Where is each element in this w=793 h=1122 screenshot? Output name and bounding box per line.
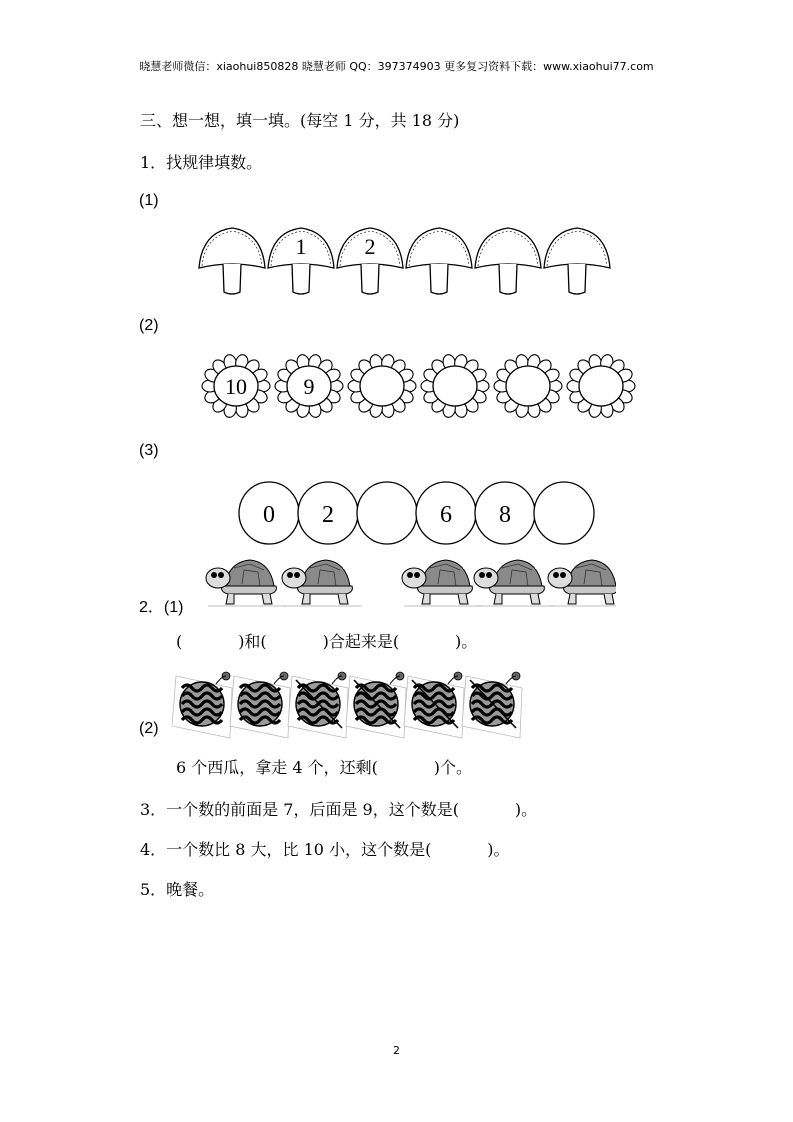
flower-number: 10 bbox=[225, 374, 247, 399]
flower-icon bbox=[494, 353, 562, 418]
q2-p1-label: 2．(1) bbox=[139, 599, 184, 616]
oval-shape bbox=[357, 482, 417, 544]
oval-number: 6 bbox=[440, 502, 452, 528]
turtle-row bbox=[204, 556, 616, 608]
flower-icon bbox=[421, 353, 489, 418]
oval-shape bbox=[298, 482, 358, 544]
oval-shape bbox=[416, 482, 476, 544]
mushroom-icon bbox=[544, 228, 610, 294]
mushroom-icon bbox=[199, 228, 265, 294]
mushroom-icon bbox=[475, 228, 541, 294]
oval-shape bbox=[534, 482, 594, 544]
oval-number: 0 bbox=[263, 502, 275, 528]
q1-p3-label: (3) bbox=[139, 442, 159, 459]
page-number: 2 bbox=[393, 1044, 400, 1057]
mushroom-row bbox=[196, 222, 616, 302]
turtle-icon bbox=[474, 560, 554, 606]
q1-p2-label: (2) bbox=[139, 317, 159, 334]
watermelon-icon bbox=[172, 672, 232, 738]
mushroom-icon bbox=[337, 228, 403, 294]
mushroom-icon bbox=[406, 228, 472, 294]
flower-icon bbox=[202, 353, 270, 418]
watermelon-icon bbox=[288, 672, 348, 738]
oval-shape bbox=[475, 482, 535, 544]
q4-text: 4．一个数比 8 大，比 10 小，这个数是( )。 bbox=[140, 840, 510, 859]
q2-p2-text: 6 个西瓜，拿走 4 个，还剩( )个。 bbox=[176, 758, 473, 777]
mushroom-number: 2 bbox=[364, 234, 376, 259]
oval-row bbox=[236, 480, 600, 546]
turtle-icon bbox=[206, 560, 286, 606]
flower-number: 9 bbox=[303, 374, 315, 399]
oval-shape bbox=[239, 482, 299, 544]
turtle-icon bbox=[548, 560, 616, 606]
q3-text: 3．一个数的前面是 7，后面是 9，这个数是( )。 bbox=[140, 800, 538, 819]
mushroom-icon bbox=[268, 228, 334, 294]
q1-p1-label: (1) bbox=[139, 192, 159, 209]
page-header: 晓慧老师微信：xiaohui850828 晓慧老师 QQ：397374903 更多复习资料下载：www.xiaohui77.com bbox=[139, 60, 654, 73]
q1-title: 1．找规律填数。 bbox=[140, 153, 263, 172]
q5-text: 5．晚餐。 bbox=[140, 880, 215, 899]
mushroom-number: 1 bbox=[295, 234, 307, 259]
turtle-icon bbox=[402, 560, 482, 606]
q2-p1-text: ( )和( )合起来是( )。 bbox=[176, 632, 478, 651]
q2-p2-label: (2) bbox=[139, 720, 159, 737]
flower-row bbox=[198, 350, 644, 422]
watermelon-icon bbox=[404, 672, 464, 738]
oval-number: 8 bbox=[499, 502, 511, 528]
oval-number: 2 bbox=[322, 502, 334, 528]
section-title: 三、想一想，填一填。(每空 1 分，共 18 分) bbox=[140, 111, 460, 130]
watermelon-icon bbox=[230, 672, 290, 738]
flower-icon bbox=[275, 353, 343, 418]
turtle-icon bbox=[282, 560, 362, 606]
flower-icon bbox=[348, 353, 416, 418]
flower-icon bbox=[567, 353, 635, 418]
watermelon-row bbox=[172, 664, 532, 740]
watermelon-icon bbox=[346, 672, 406, 738]
watermelon-icon bbox=[462, 672, 522, 738]
